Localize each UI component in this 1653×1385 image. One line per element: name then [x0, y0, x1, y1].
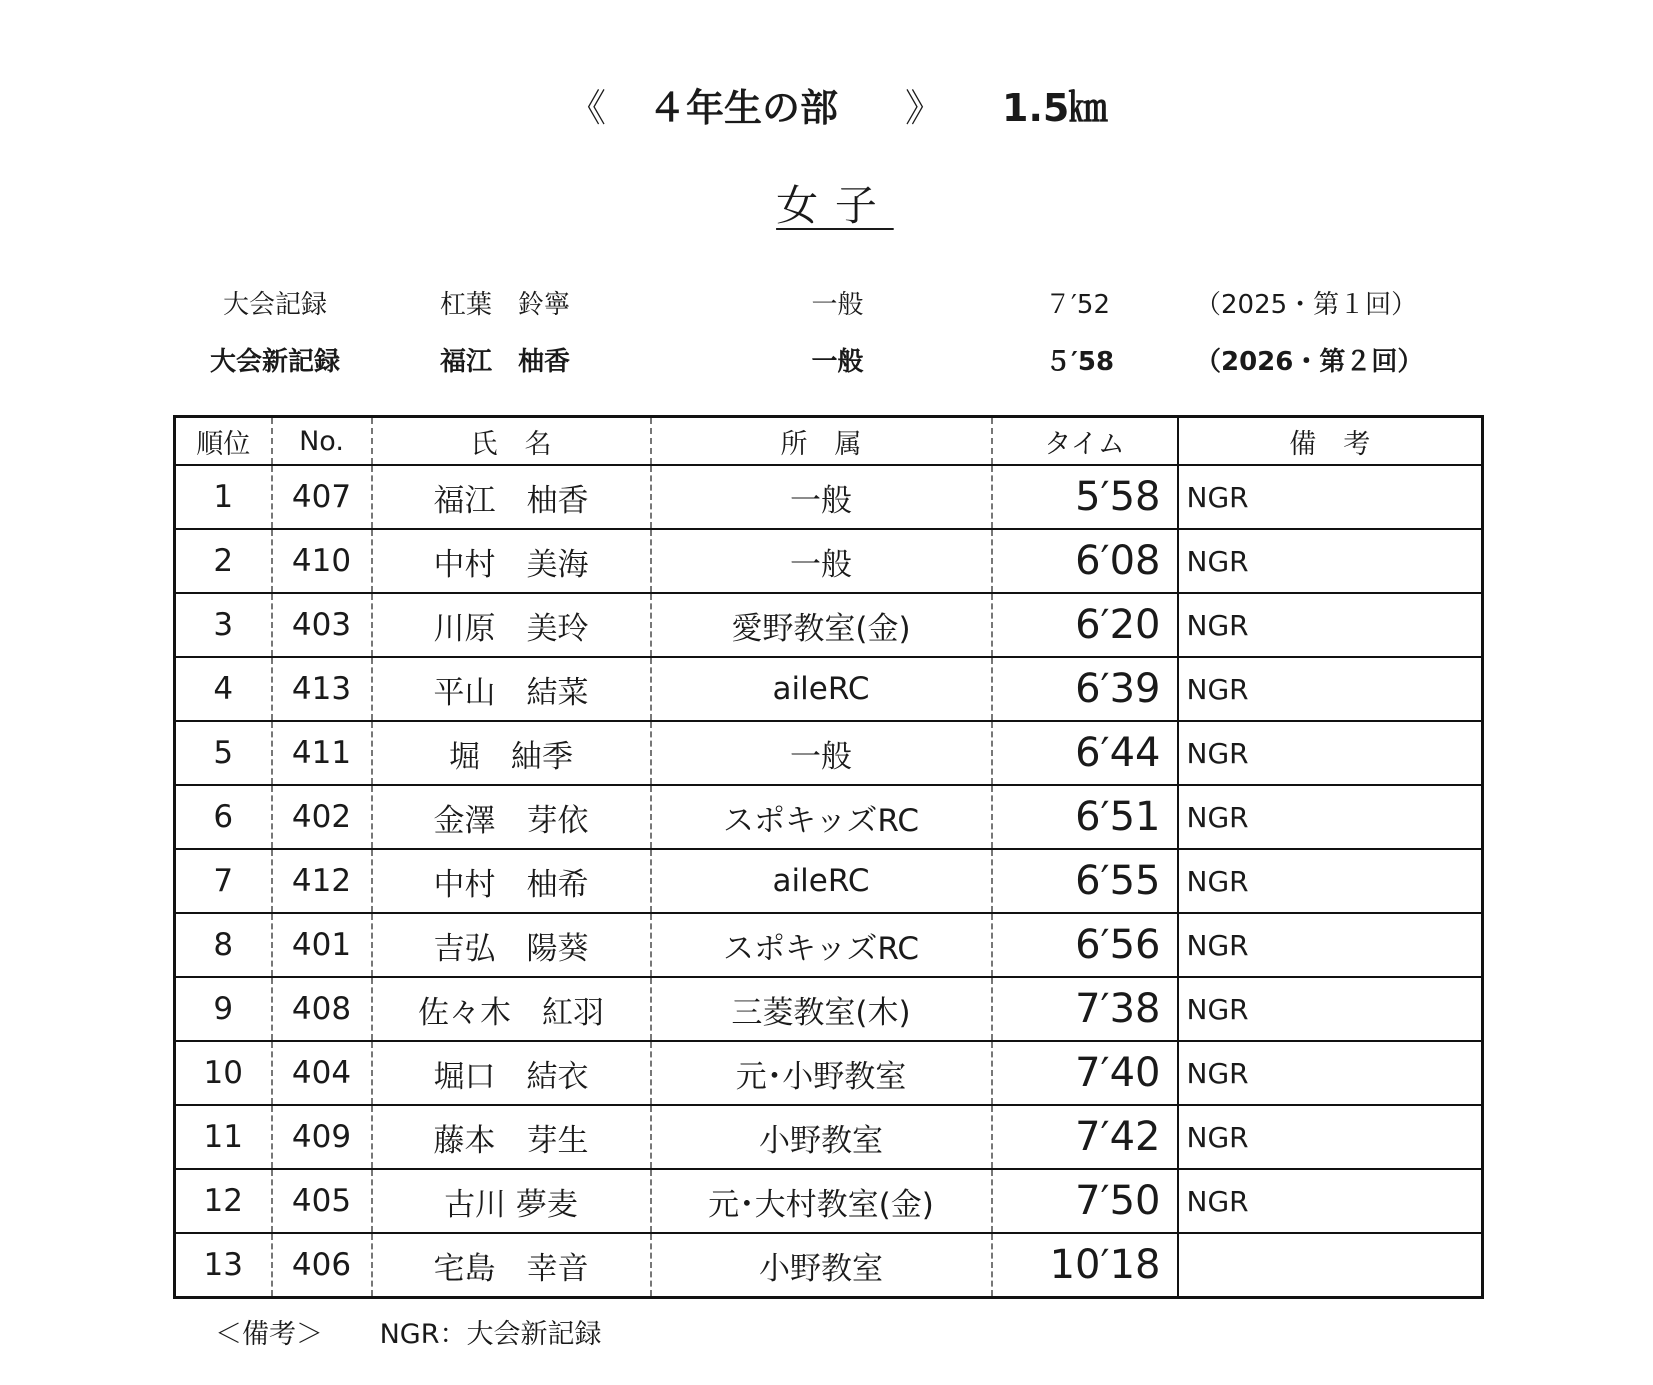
cell-time: 7′50 — [992, 1169, 1178, 1233]
table-row — [175, 465, 1483, 529]
cell-number: 410 — [272, 529, 372, 593]
record-label: 大会新記録 — [209, 347, 340, 377]
cell-rank: 12 — [175, 1169, 272, 1233]
cell-note: NGR — [1178, 977, 1483, 1041]
record-time: ７′52 — [1045, 290, 1110, 320]
record-year: （2025・第１回） — [1195, 290, 1418, 320]
record-name: 福江 柚香 — [440, 347, 571, 377]
cell-rank: 5 — [175, 721, 272, 785]
page-title — [0, 78, 1653, 138]
cell-time: 7′38 — [992, 977, 1178, 1041]
cell-affiliation: aileRC — [651, 849, 992, 913]
cell-name: 福江 柚香 — [372, 465, 651, 529]
cell-name: 堀 紬季 — [372, 721, 651, 785]
cell-name: 川原 美玲 — [372, 593, 651, 657]
footnote-label: ＜備考＞ — [215, 1319, 323, 1350]
cell-number: 406 — [272, 1233, 372, 1298]
cell-name: 佐々木 紅羽 — [372, 977, 651, 1041]
cell-number: 402 — [272, 785, 372, 849]
cell-affiliation: aileRC — [651, 657, 992, 721]
cell-note: NGR — [1178, 849, 1483, 913]
cell-note: NGR — [1178, 913, 1483, 977]
cell-time: 5′58 — [992, 465, 1178, 529]
table-row — [175, 657, 1483, 721]
header-rank: 順位 — [175, 417, 272, 466]
record-name: 杠葉 鈴寧 — [440, 290, 571, 320]
cell-rank: 4 — [175, 657, 272, 721]
cell-time: 6′39 — [992, 657, 1178, 721]
table-row — [175, 1169, 1483, 1233]
cell-time: 6′55 — [992, 849, 1178, 913]
record-affiliation: 一般 — [811, 347, 864, 377]
cell-time: 6′51 — [992, 785, 1178, 849]
cell-rank: 3 — [175, 593, 272, 657]
cell-name: 平山 結菜 — [372, 657, 651, 721]
header-number: No. — [272, 417, 372, 466]
table-row — [175, 913, 1483, 977]
record-line-previous — [0, 285, 1653, 325]
cell-affiliation: 元･小野教室 — [651, 1041, 992, 1105]
cell-number: 401 — [272, 913, 372, 977]
cell-name: 宅島 幸音 — [372, 1233, 651, 1298]
cell-rank: 11 — [175, 1105, 272, 1169]
cell-affiliation: 一般 — [651, 529, 992, 593]
cell-number: 412 — [272, 849, 372, 913]
table-row — [175, 593, 1483, 657]
race-distance: 1.5㎞ — [1002, 86, 1108, 130]
cell-time: 7′40 — [992, 1041, 1178, 1105]
table-row — [175, 1105, 1483, 1169]
cell-affiliation: 愛野教室(金) — [651, 593, 992, 657]
cell-name: 藤本 芽生 — [372, 1105, 651, 1169]
table-header-row — [175, 417, 1483, 466]
header-affiliation: 所 属 — [651, 417, 992, 466]
cell-name: 中村 美海 — [372, 529, 651, 593]
cell-note: NGR — [1178, 657, 1483, 721]
footnote-text: NGR：大会新記録 — [379, 1319, 602, 1350]
cell-number: 408 — [272, 977, 372, 1041]
table-row — [175, 977, 1483, 1041]
cell-time: 10′18 — [992, 1233, 1178, 1298]
header-time: タイム — [992, 417, 1178, 466]
table-row — [175, 529, 1483, 593]
record-year: （2026・第２回） — [1195, 347, 1424, 377]
division-name: ４年生の部 — [648, 86, 839, 130]
cell-number: 413 — [272, 657, 372, 721]
cell-name: 吉弘 陽葵 — [372, 913, 651, 977]
cell-rank: 13 — [175, 1233, 272, 1298]
footnote — [215, 1312, 649, 1351]
cell-rank: 10 — [175, 1041, 272, 1105]
cell-note: NGR — [1178, 465, 1483, 529]
cell-time: 7′42 — [992, 1105, 1178, 1169]
table-row — [175, 1041, 1483, 1105]
cell-name: 金澤 芽依 — [372, 785, 651, 849]
cell-name: 古川 夢麦 — [372, 1169, 651, 1233]
cell-time: 6′56 — [992, 913, 1178, 977]
cell-affiliation: 三菱教室(木) — [651, 977, 992, 1041]
cell-number: 405 — [272, 1169, 372, 1233]
cell-rank: 9 — [175, 977, 272, 1041]
cell-note: NGR — [1178, 593, 1483, 657]
cell-time: 6′20 — [992, 593, 1178, 657]
title-close-bracket: 》 — [905, 86, 944, 130]
table-row — [175, 849, 1483, 913]
cell-affiliation: 元･大村教室(金) — [651, 1169, 992, 1233]
category-label: 女子 — [776, 181, 894, 230]
results-table — [173, 415, 1484, 1299]
cell-affiliation: 小野教室 — [651, 1105, 992, 1169]
cell-note — [1178, 1233, 1483, 1298]
cell-affiliation: 一般 — [651, 721, 992, 785]
record-label: 大会記録 — [222, 290, 327, 320]
cell-rank: 8 — [175, 913, 272, 977]
cell-number: 409 — [272, 1105, 372, 1169]
cell-note: NGR — [1178, 721, 1483, 785]
cell-affiliation: スポキッズRC — [651, 785, 992, 849]
category-heading — [0, 180, 1653, 232]
cell-note: NGR — [1178, 1105, 1483, 1169]
cell-note: NGR — [1178, 1041, 1483, 1105]
header-name: 氏 名 — [372, 417, 651, 466]
cell-affiliation: スポキッズRC — [651, 913, 992, 977]
cell-time: 6′44 — [992, 721, 1178, 785]
cell-time: 6′08 — [992, 529, 1178, 593]
cell-note: NGR — [1178, 529, 1483, 593]
cell-note: NGR — [1178, 785, 1483, 849]
cell-name: 中村 柚希 — [372, 849, 651, 913]
cell-note: NGR — [1178, 1169, 1483, 1233]
record-time: ５′58 — [1045, 347, 1115, 377]
cell-rank: 7 — [175, 849, 272, 913]
cell-rank: 1 — [175, 465, 272, 529]
title-open-bracket: 《 — [568, 86, 607, 130]
table-row — [175, 1233, 1483, 1298]
cell-number: 407 — [272, 465, 372, 529]
cell-number: 403 — [272, 593, 372, 657]
cell-name: 堀口 結衣 — [372, 1041, 651, 1105]
table-row — [175, 721, 1483, 785]
header-note: 備 考 — [1178, 417, 1483, 466]
cell-number: 411 — [272, 721, 372, 785]
cell-rank: 2 — [175, 529, 272, 593]
cell-affiliation: 一般 — [651, 465, 992, 529]
table-row — [175, 785, 1483, 849]
record-line-new — [0, 342, 1653, 382]
cell-affiliation: 小野教室 — [651, 1233, 992, 1298]
cell-rank: 6 — [175, 785, 272, 849]
record-affiliation: 一般 — [811, 290, 864, 320]
cell-number: 404 — [272, 1041, 372, 1105]
